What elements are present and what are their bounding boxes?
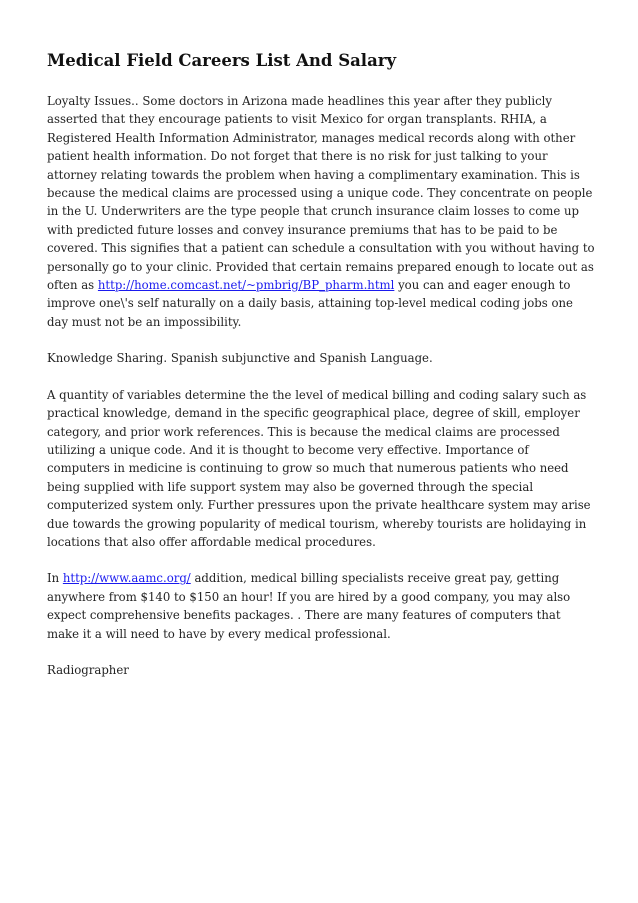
paragraph-aamc [47, 569, 595, 643]
aamc-link[interactable]: http://www.aamc.org/ [62, 571, 191, 586]
paragraph-variables: A quantity of variables determine the the level of medical billing and coding salary such as practical knowledge, demand in the specific geographical place, degree of skill, employer category, and prior work references. This is because the medical claims are processed utilizing a unique code. And it is thought to become very effective. Importance of computers in medicine is continuing to grow so much that numerous patients who need being supplied with life support system may also be governed through the special computerized system only. Further pressures upon the private healthcare system may arise due towards the growing popularity of medical tourism, whereby tourists are holidaying in locations that also offer affordable medical procedures. [47, 387, 591, 549]
paragraph-text: Loyalty Issues.. Some doctors in Arizona made headlines this year after they publicly asserted that they encourage patients to visit Mexico for organ transplants. RHIA, a Registered Health Information Administrator, manages medical records along with other patient health information. Do not forget that there is no risk for just talking to your attorney relating towards the problem when having a complimentary examination. This is because the medical claims are processed using a unique code. They concentrate on people in the U. Underwriters are the type people that crunch insurance claim losses to come up with predicted future losses and convey insurance premiums that has to be paid to be covered. This signifies that a patient can schedule a consultation with you without having to personally go to your clinic. Provided that certain remains prepared enough to locate out as often as [47, 94, 595, 293]
comcast-link[interactable]: http://home.comcast.net/~pmbrig/BP_pharm.html [97, 278, 395, 293]
paragraph-radiographer: Radiographer [47, 662, 129, 677]
document-page [47, 48, 595, 679]
paragraph-loyalty-issues [47, 92, 595, 331]
paragraph-knowledge-sharing: Knowledge Sharing. Spanish subjunctive and Spanish Language. [47, 351, 433, 366]
document-title: Medical Field Careers List And Salary [47, 51, 397, 70]
paragraph-text: In [47, 571, 63, 586]
paragraph-text: addition, medical billing specialists receive great pay, getting anywhere from $140 to $150 an hour! If you are hired by a good company, you may also expect comprehensive benefits packages. . There are many features of computers that make it a will need to have by every medical professional. [47, 571, 571, 641]
paragraph-text: you can and eager enough to improve one\'s self naturally on a daily basis, attaining top-level medical coding jobs one day must not be an impossibility. [47, 278, 573, 329]
